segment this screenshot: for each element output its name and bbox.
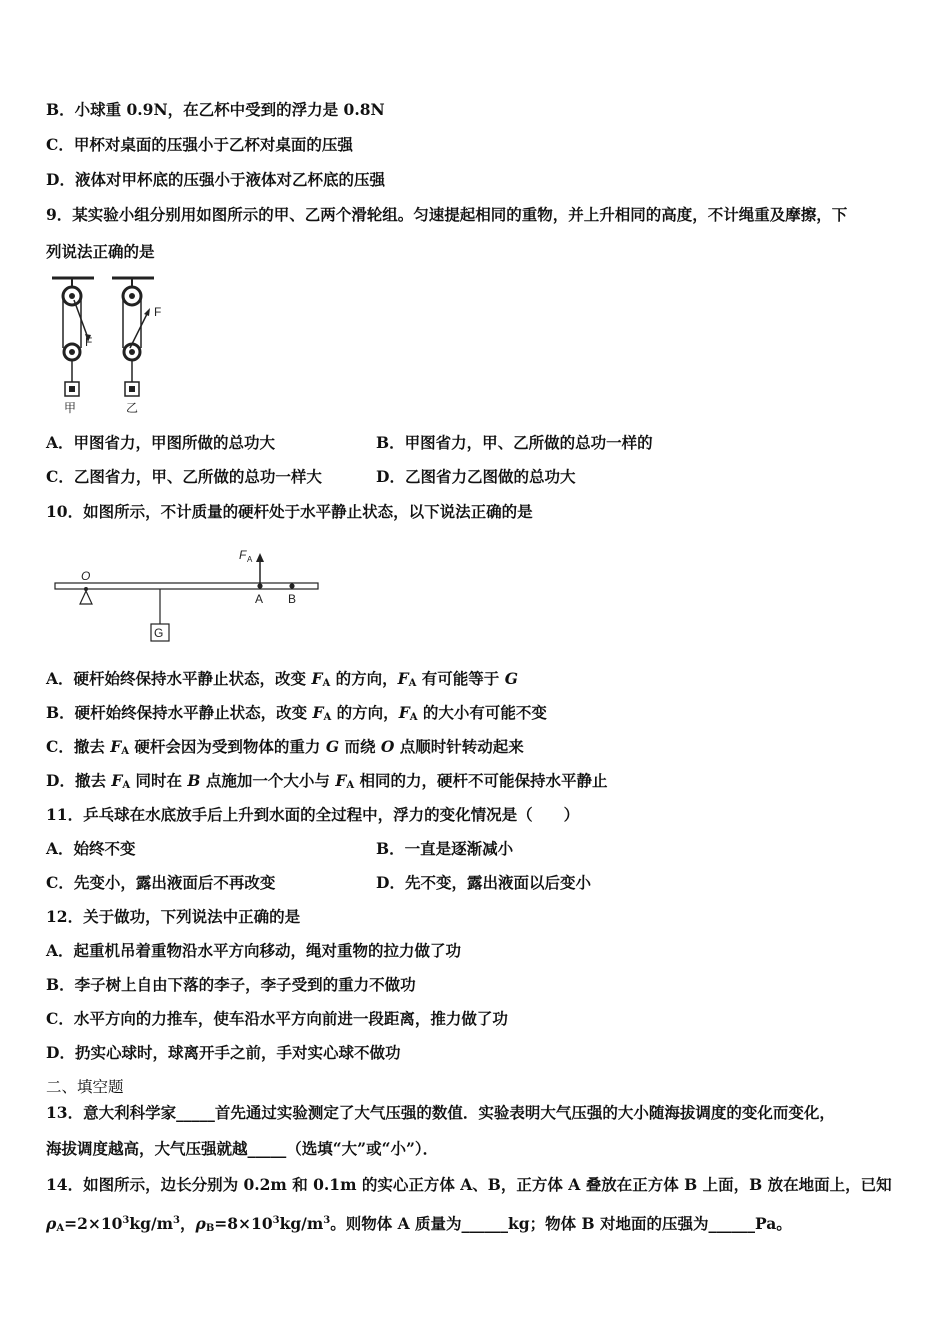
pivot-label: O [81, 569, 91, 583]
q13-line2: 海拔调度越高，大气压强就越_____（选填“大”或“小”）． [46, 1139, 439, 1158]
pulley-right-force-label: F [154, 305, 162, 319]
q10-option-d: D．撤去 $F_A$ 同时在 B 点施加一个大小与 $F_A$ 相同的力，硬杆不可能保持水平静止 [46, 771, 608, 791]
q9-option-d: D．乙图省力乙图做的总功大 [376, 467, 576, 486]
q9-stem-line2: 列说法正确的是 [46, 242, 155, 261]
q12-option-a: A．起重机吊着重物沿水平方向移动，绳对重物的拉力做了功 [46, 941, 462, 960]
fulcrum-triangle [80, 591, 92, 604]
lever-figure [50, 540, 325, 645]
point-b-dot [289, 583, 294, 588]
point-a-label: A [255, 592, 264, 606]
q10-stem: 10．如图所示，不计质量的硬杆处于水平静止状态，以下说法正确的是 [46, 502, 533, 521]
q8-option-c: C．甲杯对桌面的压强小于乙杯对桌面的压强 [46, 135, 353, 154]
q14-line2: $\rho_A=2\times 10^3kg/m^3$，$\rho_B=8\times 10^3kg/m^3$。则物体 A 质量为______kg；物体 B 对地面的压强为______Pa。 [46, 1214, 792, 1234]
lever-rod [55, 583, 318, 589]
q14-line1: 14．如图所示，边长分别为 0.2m 和 0.1m 的实心正方体 A、B，正方体 A 叠放在正方体 B 上面，B 放在地面上，已知 [46, 1175, 892, 1194]
q11-option-a: A．始终不变 [46, 839, 136, 858]
section-title: 二、填空题 [46, 1078, 124, 1096]
q13-line1: 13．意大利科学家_____首先通过实验测定了大气压强的数值．实验表明大气压强的大小随海拔调度的变化而变化， [46, 1103, 835, 1122]
q9-option-a: A．甲图省力，甲图所做的总功大 [46, 433, 276, 452]
q9-stem-line1: 9．某实验小组分别用如图所示的甲、乙两个滑轮组。匀速提起相同的重物，并上升相同的高度，不计绳重及摩擦，下 [46, 205, 848, 224]
q11-option-c: C．先变小，露出液面后不再改变 [46, 873, 276, 892]
q9-option-c: C．乙图省力，甲、乙所做的总功一样大 [46, 467, 322, 486]
pulley-system-right [112, 278, 161, 415]
q12-stem: 12．关于做功，下列说法中正确的是 [46, 907, 301, 926]
point-b-label: B [288, 592, 297, 606]
q12-option-b: B．李子树上自由下落的李子，李子受到的重力不做功 [46, 975, 416, 994]
q9-option-b: B．甲图省力，甲、乙所做的总功一样的 [376, 433, 653, 452]
force-label-sub: A [247, 555, 253, 564]
q12-option-c: C．水平方向的力推车，使车沿水平方向前进一段距离，推力做了功 [46, 1009, 508, 1028]
q10-option-b: B．硬杆始终保持水平静止状态，改变 $F_A$ 的方向，$F_A$ 的大小有可能不变 [46, 703, 547, 723]
pulley-right-label: 乙 [126, 401, 139, 415]
q8-option-d: D．液体对甲杯底的压强小于液体对乙杯底的压强 [46, 170, 385, 189]
q11-option-b: B．一直是逐渐减小 [376, 839, 514, 858]
q11-option-d: D．先不变，露出液面以后变小 [376, 873, 591, 892]
q11-stem: 11．乒乓球在水底放手后上升到水面的全过程中，浮力的变化情况是（ ） [46, 805, 580, 824]
q12-option-d: D．扔实心球时，球离开手之前，手对实心球不做功 [46, 1043, 401, 1062]
weight-label: G [154, 626, 164, 640]
force-label: F [239, 548, 247, 562]
q8-option-b: B．小球重 0.9N，在乙杯中受到的浮力是 0.8N [46, 100, 385, 119]
pulley-left-force-label: F [85, 335, 93, 349]
pulley-system-left [52, 278, 94, 415]
q10-option-a: A．硬杆始终保持水平静止状态，改变 $F_A$ 的方向，$F_A$ 有可能等于 G [46, 669, 518, 689]
q10-option-c: C．撤去 $F_A$ 硬杆会因为受到物体的重力 G 而绕 O 点顺时针转动起来 [46, 737, 524, 757]
pulley-left-label: 甲 [64, 401, 77, 415]
pulley-figure [44, 272, 174, 420]
